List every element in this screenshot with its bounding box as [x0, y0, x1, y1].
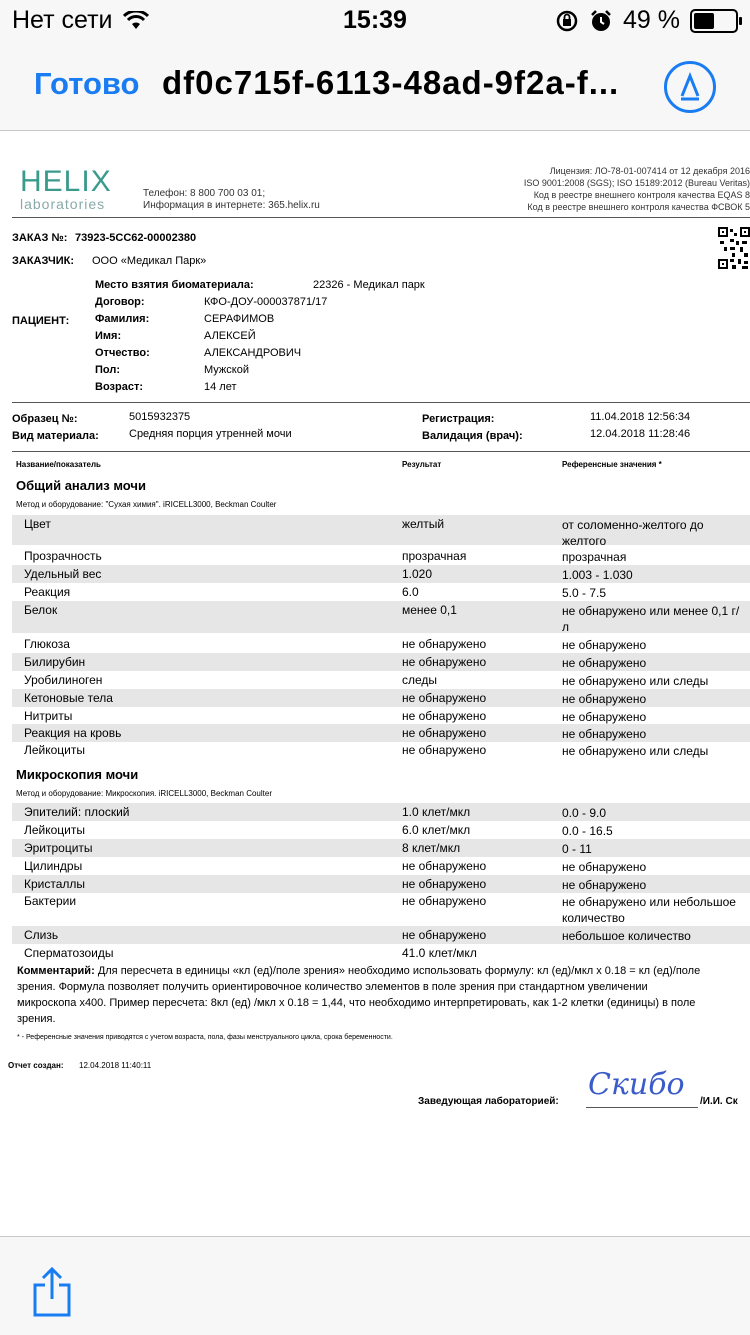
- patient-field-label: Фамилия:: [95, 313, 150, 325]
- row-name: Бактерии: [24, 894, 77, 908]
- row-name: Глюкоза: [24, 637, 70, 651]
- patient-field-value: СЕРАФИМОВ: [204, 313, 275, 325]
- row-result: 8 клет/мкл: [402, 841, 461, 855]
- battery-icon: [690, 9, 738, 33]
- done-button[interactable]: Готово: [34, 66, 140, 101]
- status-right: [555, 6, 738, 35]
- table-row: [12, 803, 750, 821]
- row-reference: 0.0 - 16.5: [562, 824, 613, 838]
- row-result: не обнаружено: [402, 859, 487, 873]
- row-result: не обнаружено: [402, 877, 487, 891]
- column-header-name: Название/показатель: [16, 460, 101, 469]
- row-result: не обнаружено: [402, 709, 487, 723]
- license-info: [450, 165, 750, 213]
- sample-label: Образец №:: [12, 413, 78, 425]
- table-row: [12, 821, 750, 839]
- comment-label: Комментарий:: [17, 965, 95, 977]
- share-icon: [32, 1267, 72, 1317]
- license-line: Лицензия: ЛО-78-01-007414 от 12 декабря 2016: [549, 166, 750, 176]
- qr-code-icon: [718, 227, 750, 271]
- phone-text: Телефон: 8 800 700 03 01;: [143, 188, 266, 199]
- table-row: [12, 875, 750, 893]
- row-name: Кристаллы: [24, 877, 86, 891]
- row-name: Цилиндры: [24, 859, 83, 873]
- registration-label: Регистрация:: [422, 413, 495, 425]
- orientation-lock-icon: [555, 9, 579, 33]
- pen-icon: [677, 72, 703, 102]
- order-number: 73923-5CC62-00002380: [75, 232, 197, 244]
- row-name: Нитриты: [24, 709, 73, 723]
- patient-field-label: Отчество:: [95, 347, 150, 359]
- patient-field-label: Возраст:: [95, 381, 143, 393]
- patient-divider: [12, 402, 750, 403]
- row-result: прозрачная: [402, 549, 467, 563]
- patient-field-value: 14 лет: [204, 381, 237, 393]
- license-line: ISO 9001:2008 (SGS); ISO 15189:2012 (Bureau Veritas): [523, 178, 750, 188]
- signature-line: [586, 1107, 698, 1108]
- battery-fill: [694, 13, 714, 29]
- row-name: Белок: [24, 603, 58, 617]
- row-reference: небольшое количество: [562, 929, 691, 943]
- row-result: не обнаружено: [402, 655, 487, 669]
- row-result: следы: [402, 673, 438, 687]
- row-reference: не обнаружено: [562, 727, 647, 741]
- document-title: df0c715f-6113-48ad-9f2a-f...: [162, 64, 620, 101]
- helix-logo: HELIX: [20, 165, 112, 198]
- table-row: [12, 653, 750, 671]
- patient-field-label: Имя:: [95, 330, 122, 342]
- table-row: [12, 515, 750, 548]
- table-row: [12, 892, 750, 924]
- section-title: Микроскопия мочи: [16, 767, 139, 782]
- row-reference: не обнаружено: [562, 710, 647, 724]
- helix-logo-sub: laboratories: [20, 196, 106, 212]
- table-row: [12, 547, 750, 565]
- row-reference: от соломенно-желтого до желтого: [562, 518, 704, 548]
- carrier-label: Нет сети: [12, 6, 113, 34]
- table-row: [12, 839, 750, 857]
- row-result: не обнаружено: [402, 928, 487, 942]
- patient-field-value: 22326 - Медикал парк: [313, 279, 425, 291]
- row-result: не обнаружено: [402, 637, 487, 651]
- customer-name: ООО «Медикал Парк»: [92, 255, 207, 267]
- patient-field-value: АЛЕКСЕЙ: [204, 330, 256, 342]
- row-result: не обнаружено: [402, 726, 487, 740]
- head-name: /И.И. Ск: [700, 1096, 738, 1107]
- row-result: менее 0,1: [402, 603, 457, 617]
- license-line: Код в реестре внешнего контроля качества EQAS 8: [533, 190, 750, 200]
- patient-field-value: Мужской: [204, 364, 249, 376]
- table-row: [12, 724, 750, 742]
- row-reference: не обнаружено: [562, 656, 647, 670]
- bottom-toolbar: [0, 1236, 750, 1335]
- row-result: 6.0 клет/мкл: [402, 823, 471, 837]
- row-name: Сперматозоиды: [24, 946, 114, 960]
- row-name: Кетоновые тела: [24, 691, 113, 705]
- row-reference: не обнаружено: [562, 878, 647, 892]
- material-label: Вид материала:: [12, 430, 99, 442]
- row-result: желтый: [402, 517, 445, 531]
- row-name: Эпителий: плоский: [24, 805, 130, 819]
- head-label: Заведующая лабораторией:: [418, 1096, 559, 1107]
- header-divider: [12, 217, 750, 218]
- row-reference: не обнаружено или менее 0,1 г/л: [562, 604, 740, 634]
- row-result: не обнаружено: [402, 691, 487, 705]
- row-reference: 0.0 - 9.0: [562, 806, 607, 820]
- status-bar: [0, 0, 750, 42]
- markup-button[interactable]: [664, 61, 716, 113]
- row-reference: не обнаружено: [562, 860, 647, 874]
- table-row: [12, 926, 750, 944]
- row-reference: 5.0 - 7.5: [562, 586, 607, 600]
- table-row: [12, 689, 750, 707]
- row-name: Билирубин: [24, 655, 86, 669]
- table-row: [12, 601, 750, 633]
- row-result: 1.0 клет/мкл: [402, 805, 471, 819]
- comment-block: [17, 963, 707, 1027]
- battery-percent: 49 %: [623, 6, 680, 34]
- column-header-reference: Референсные значения *: [562, 460, 662, 469]
- row-name: Эритроциты: [24, 841, 93, 855]
- alarm-icon: [589, 9, 613, 33]
- patient-field-label: Пол:: [95, 364, 121, 376]
- row-reference: не обнаружено или небольшое количество: [562, 895, 736, 925]
- order-label: ЗАКАЗ №:: [12, 232, 68, 244]
- row-reference: не обнаружено: [562, 692, 647, 706]
- row-name: Уробилиноген: [24, 673, 103, 687]
- row-name: Реакция: [24, 585, 71, 599]
- license-line: Код в реестре внешнего контроля качества ФСВОК 5: [527, 202, 750, 212]
- footnote: * - Референсные значения приводятся с учетом возраста, пола, фазы менструального цикла, срока беременности.: [17, 1034, 393, 1041]
- document-page[interactable]: [0, 131, 750, 1236]
- patient-field-value: КФО-ДОУ-000037871/17: [204, 296, 328, 308]
- section-method: Метод и оборудование: Микроскопия. iRICELL3000, Beckman Coulter: [16, 789, 272, 798]
- validation-value: 12.04.2018 11:28:46: [590, 428, 691, 440]
- row-reference: не обнаружено или следы: [562, 674, 709, 688]
- patient-field-value: АЛЕКСАНДРОВИЧ: [204, 347, 302, 359]
- validation-label: Валидация (врач):: [422, 430, 523, 442]
- row-name: Слизь: [24, 928, 59, 942]
- report-created-value: 12.04.2018 11:40:11: [79, 1061, 152, 1070]
- table-row: [12, 635, 750, 653]
- nav-bar: [0, 42, 750, 131]
- report-created-label: Отчет создан:: [8, 1061, 64, 1070]
- customer-label: ЗАКАЗЧИК:: [12, 255, 74, 267]
- row-name: Удельный вес: [24, 567, 102, 581]
- table-row: [12, 671, 750, 689]
- row-reference: 1.003 - 1.030: [562, 568, 633, 582]
- section-title: Общий анализ мочи: [16, 478, 146, 493]
- row-reference: 0 - 11: [562, 842, 592, 856]
- material-value: Средняя порция утренней мочи: [129, 428, 292, 440]
- row-name: Реакция на кровь: [24, 726, 122, 740]
- patient-label: ПАЦИЕНТ:: [12, 315, 70, 327]
- table-row: [12, 857, 750, 875]
- row-name: Прозрачность: [24, 549, 102, 563]
- row-name: Лейкоциты: [24, 743, 86, 757]
- row-name: Цвет: [24, 517, 51, 531]
- row-reference: прозрачная: [562, 550, 627, 564]
- row-result: 41.0 клет/мкл: [402, 946, 477, 960]
- sample-number: 5015932375: [129, 411, 191, 423]
- sample-divider: [12, 451, 750, 452]
- table-row: [12, 944, 750, 962]
- row-result: не обнаружено: [402, 743, 487, 757]
- website-text: Информация в интернете: 365.helix.ru: [143, 200, 320, 211]
- row-reference: не обнаружено: [562, 638, 647, 652]
- patient-field-label: Договор:: [95, 296, 145, 308]
- table-row: [12, 583, 750, 601]
- row-result: не обнаружено: [402, 894, 487, 908]
- clock: 15:39: [343, 6, 407, 34]
- comment-text: Для пересчета в единицы «кл (ед)/поле зрения» необходимо использовать формулу: кл (ед)/мкл х 0.18 = кл (ед)/поле зрения. Формула позволяет получить ориентировочное количество элементов в поле зрения при стандартном увеличении микроскопа х400. Пример пересчета: 8кл (ед) /мкл х 0.18 = 1,44, что необходимо интерпретировать, как 1-2 клетки (единицы) в поле зрения.: [17, 965, 701, 1025]
- table-row: [12, 741, 750, 759]
- signature: Скибо: [588, 1067, 685, 1102]
- section-method: Метод и оборудование: "Сухая химия". iRICELL3000, Beckman Coulter: [16, 500, 277, 509]
- table-row: [12, 565, 750, 583]
- patient-field-label: Место взятия биоматериала:: [95, 279, 254, 291]
- row-name: Лейкоциты: [24, 823, 86, 837]
- contact-info: [143, 188, 320, 212]
- row-result: 1.020: [402, 567, 433, 581]
- row-result: 6.0: [402, 585, 419, 599]
- registration-value: 11.04.2018 12:56:34: [590, 411, 691, 423]
- row-reference: не обнаружено или следы: [562, 744, 709, 758]
- column-header-result: Результат: [402, 460, 442, 469]
- table-row: [12, 707, 750, 725]
- share-button[interactable]: [32, 1267, 72, 1322]
